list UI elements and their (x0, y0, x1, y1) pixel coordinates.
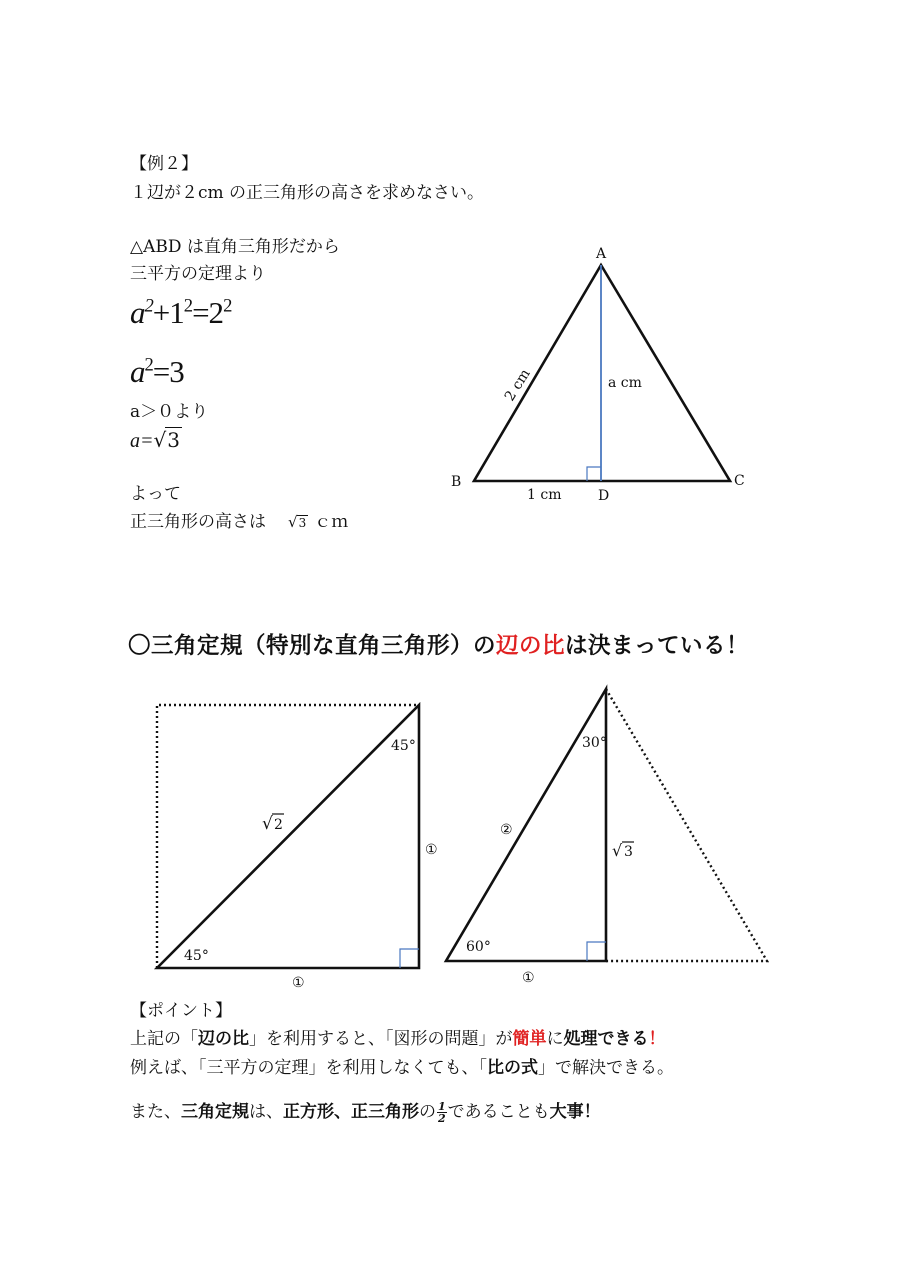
thirty-sixty-triangle-diagram (446, 689, 767, 986)
vertex-c-label: C (734, 473, 745, 489)
equation-pythagoras: $a^2+1^2=2^2$ (130, 295, 232, 330)
point-line-2: 例えば、「三平方の定理」を利用しなくても、「比の式」で解決できる。 (130, 1058, 674, 1078)
fraction-one-half: $\frac{1}{2}$ (438, 1100, 446, 1125)
hypotenuse-sqrt2-radicand: 2 (274, 817, 283, 833)
condition-positive: a＞０より (130, 402, 209, 422)
angle-30-label: 30° (582, 735, 607, 751)
triangle-45-45-90 (157, 705, 419, 968)
side-right-ratio-1: ① (425, 842, 438, 858)
point-label: 【ポイント】 (130, 1001, 232, 1021)
example-problem: １辺が２cm の正三角形の高さを求めなさい。 (130, 183, 485, 203)
base-bd-label: 1 cm (527, 487, 562, 503)
triangle-30-60-90 (446, 689, 606, 961)
solution-line-2: 三平方の定理より (130, 264, 266, 284)
angle-45-bottom-label: 45° (184, 948, 209, 964)
right-angle-marker-30 (587, 942, 606, 961)
vertex-b-label: B (451, 474, 462, 490)
vertex-d-label: D (598, 488, 610, 504)
equilateral-triangle-diagram (451, 246, 745, 504)
height-sqrt3-symbol: √ (612, 841, 623, 860)
solution-line-1: △ABD は直角三角形だから (130, 237, 340, 257)
point-line-1: 上記の「辺の比」を利用すると、「図形の問題」が簡単に処理できる！ (130, 1029, 666, 1049)
section-heading: 〇三角定規（特別な直角三角形）の辺の比は決まっている！ (128, 633, 750, 659)
isosceles-right-triangle-diagram (157, 705, 438, 991)
right-angle-marker-d (587, 467, 601, 481)
vertex-a-label: A (595, 246, 607, 262)
example-label: 【例２】 (130, 154, 198, 174)
equation-a-root3: a=√3 (130, 428, 180, 452)
sqrt-symbol: √3 (153, 428, 180, 452)
hypotenuse-sqrt2-symbol: √ (262, 814, 273, 834)
hypotenuse-ratio-2: ② (500, 822, 513, 838)
side-ab-label: 2 cm (501, 366, 534, 405)
equilateral-triangle (474, 265, 730, 481)
equilateral-dotted-half (606, 689, 767, 961)
equation-a-squared: $a^2=3$ (130, 354, 184, 389)
side-bottom-ratio-1: ① (292, 975, 305, 991)
angle-60-label: 60° (466, 939, 491, 955)
height-label: a cm (608, 375, 642, 391)
answer-line: 正三角形の高さは √3 ｃｍ (130, 512, 349, 532)
height-sqrt3-radicand: 3 (624, 844, 633, 860)
therefore-text: よって (130, 484, 181, 504)
base-ratio-1: ① (522, 970, 535, 986)
right-angle-marker-45 (400, 949, 419, 968)
point-line-3: また、三角定規は、正方形、正三角形の $\frac{1}{2}$ であることも大事！ (130, 1100, 601, 1125)
angle-45-top-label: 45° (391, 738, 416, 754)
